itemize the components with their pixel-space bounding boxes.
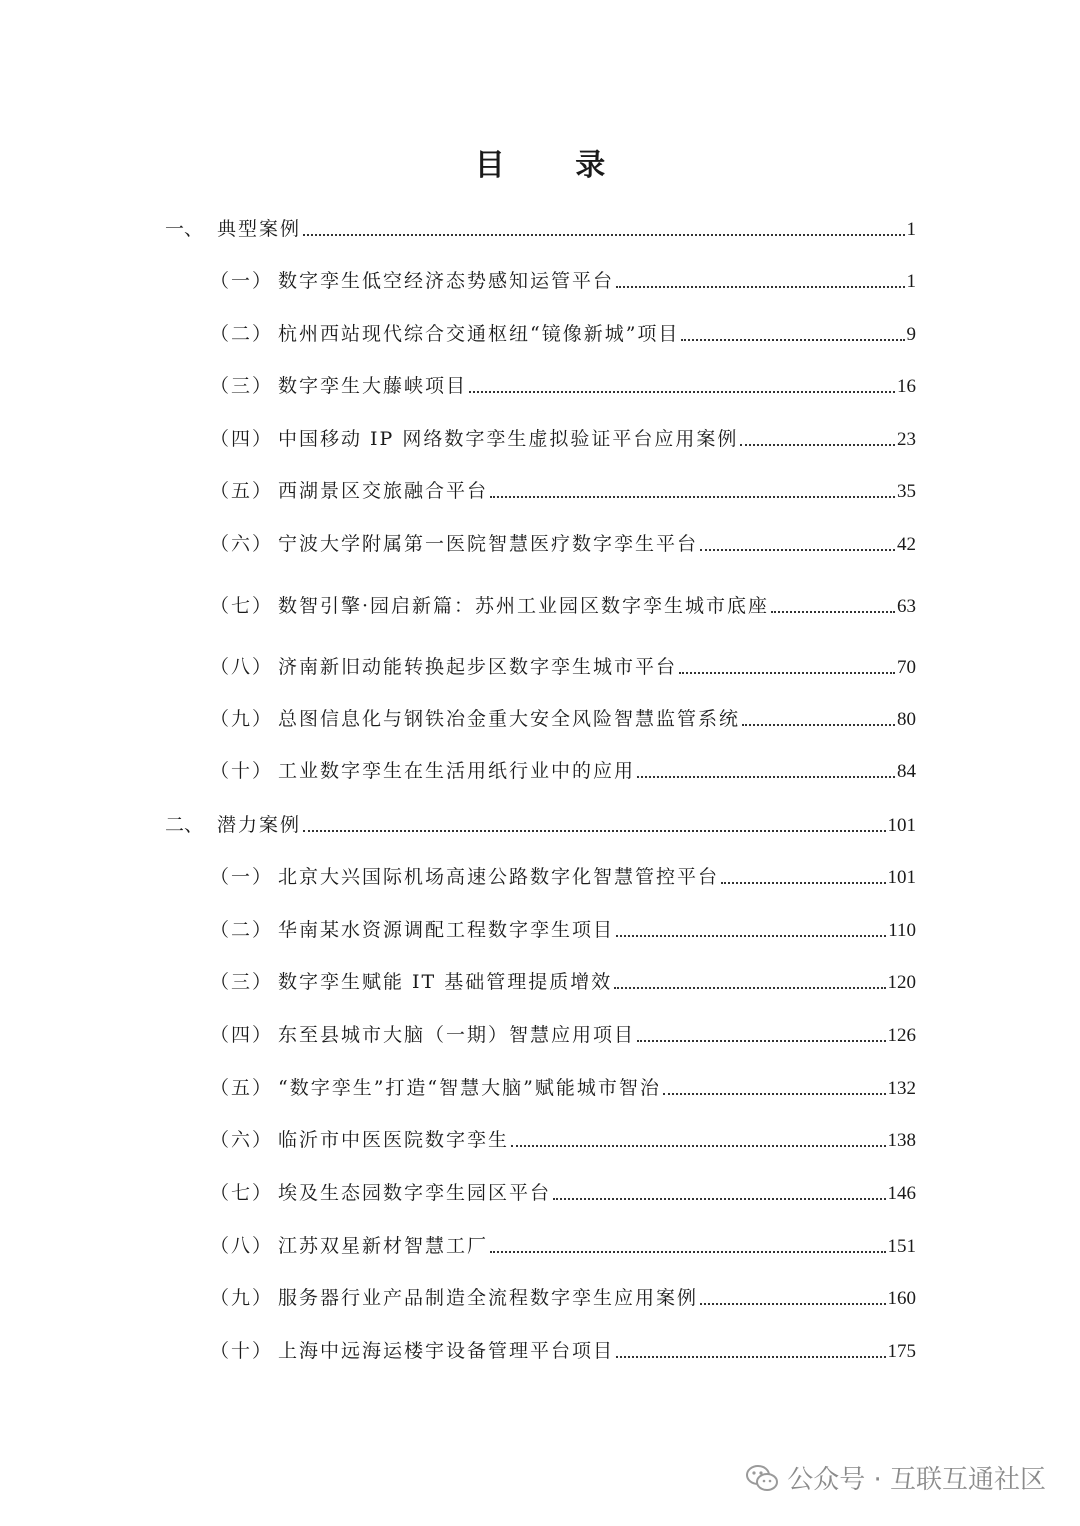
toc-item[interactable] <box>210 757 916 785</box>
dot-leader <box>771 611 895 613</box>
toc-item-page-number: 63 <box>897 596 916 617</box>
toc-item[interactable] <box>210 530 916 558</box>
toc-item[interactable] <box>210 1284 916 1312</box>
dot-leader <box>553 1198 885 1200</box>
toc-item[interactable] <box>210 592 916 620</box>
toc-item[interactable] <box>210 1232 916 1260</box>
toc-section[interactable] <box>165 215 916 243</box>
toc-item-title: 工业数字孪生在生活用纸行业中的应用 <box>278 760 636 782</box>
toc-section-page-number: 101 <box>887 815 916 836</box>
toc-item-number: （九） <box>210 1287 274 1309</box>
toc-item-number: （六） <box>210 1129 274 1151</box>
toc-item[interactable] <box>210 477 916 505</box>
toc-item-page-number: 151 <box>887 1236 916 1257</box>
dot-leader <box>740 444 895 446</box>
toc-item[interactable] <box>210 1179 916 1207</box>
toc-item-page-number: 146 <box>887 1183 916 1204</box>
dot-leader <box>616 1356 885 1358</box>
toc-item-title: 埃及生态园数字孪生园区平台 <box>278 1182 552 1204</box>
toc-item[interactable] <box>210 425 916 453</box>
toc-item-title: 数字孪生大藤峡项目 <box>278 375 468 397</box>
toc-item-page-number: 16 <box>897 376 916 397</box>
toc-item-title: 上海中远海运楼宇设备管理平台项目 <box>278 1340 615 1362</box>
toc-item-number: （十） <box>210 1340 274 1362</box>
toc-item[interactable] <box>210 267 916 295</box>
toc-item-number: （二） <box>210 323 274 345</box>
toc-item-title: 济南新旧动能转换起步区数字孪生城市平台 <box>278 656 678 678</box>
wechat-icon <box>745 1463 779 1493</box>
toc-item-number: （九） <box>210 708 274 730</box>
toc-item-number: （一） <box>210 270 274 292</box>
toc-item-page-number: 138 <box>887 1130 916 1151</box>
toc-section-page-number: 1 <box>906 219 916 240</box>
toc-item[interactable] <box>210 968 916 996</box>
toc-item-number: （一） <box>210 866 274 888</box>
toc-item-page-number: 84 <box>897 761 916 782</box>
dot-leader <box>721 882 885 884</box>
toc-item-page-number: 132 <box>887 1078 916 1099</box>
dot-leader <box>700 1303 885 1305</box>
toc-item-title: 临沂市中医医院数字孪生 <box>278 1129 510 1151</box>
toc-item-title: 江苏双星新材智慧工厂 <box>278 1235 489 1257</box>
toc-item-title: 杭州西站现代综合交通枢纽“镜像新城”项目 <box>278 323 680 345</box>
toc-section-title: 潜力案例 <box>217 814 302 836</box>
toc-item[interactable] <box>210 1126 916 1154</box>
toc-item-title: “数字孪生”打造“智慧大脑”赋能城市智治 <box>278 1077 661 1099</box>
toc-item-number: （六） <box>210 533 274 555</box>
toc-item[interactable] <box>210 320 916 348</box>
toc-item-title: 总图信息化与钢铁冶金重大安全风险智慧监管系统 <box>278 708 741 730</box>
toc-item-page-number: 42 <box>897 534 916 555</box>
toc-item[interactable] <box>210 863 916 891</box>
dot-leader <box>663 1093 886 1095</box>
toc-item-number: （三） <box>210 375 274 397</box>
toc-item-page-number: 120 <box>887 972 916 993</box>
toc-item[interactable] <box>210 372 916 400</box>
toc-item-number: （五） <box>210 480 274 502</box>
dot-leader <box>742 724 895 726</box>
dot-leader <box>614 987 885 989</box>
toc-item[interactable] <box>210 1021 916 1049</box>
toc-item-number: （四） <box>210 428 274 450</box>
page-title: 目 录 <box>474 148 636 183</box>
toc-item-number: （四） <box>210 1024 274 1046</box>
toc-item-page-number: 70 <box>897 657 916 678</box>
toc-item-title: 东至县城市大脑（一期）智慧应用项目 <box>278 1024 636 1046</box>
dot-leader <box>637 1040 885 1042</box>
toc-item-number: （七） <box>210 595 274 617</box>
toc-section-title: 典型案例 <box>217 218 302 240</box>
toc-item-page-number: 23 <box>897 429 916 450</box>
toc-item-page-number: 35 <box>897 481 916 502</box>
toc-item-page-number: 126 <box>887 1025 916 1046</box>
toc-item-title: 数字孪生低空经济态势感知运管平台 <box>278 270 615 292</box>
toc-item[interactable] <box>210 653 916 681</box>
toc-item-title: 数智引擎·园启新篇：苏州工业园区数字孪生城市底座 <box>278 595 770 617</box>
toc-item-number: （三） <box>210 971 274 993</box>
toc-item-title: 宁波大学附属第一医院智慧医疗数字孪生平台 <box>278 533 699 555</box>
toc-section-number: 二、 <box>165 814 204 836</box>
toc-item-page-number: 160 <box>887 1288 916 1309</box>
dot-leader <box>637 776 895 778</box>
toc-item-title: 服务器行业产品制造全流程数字孪生应用案例 <box>278 1287 699 1309</box>
dot-leader <box>616 286 904 288</box>
watermark-text: 公众号 · 互联互通社区 <box>787 1465 1046 1495</box>
toc-item-number: （十） <box>210 760 274 782</box>
toc-item-title: 西湖景区交旅融合平台 <box>278 480 489 502</box>
toc-item-title: 数字孪生赋能 IT 基础管理提质增效 <box>278 971 613 993</box>
toc-item-page-number: 80 <box>897 709 916 730</box>
dot-leader <box>490 496 895 498</box>
toc-item-title: 中国移动 IP 网络数字孪生虚拟验证平台应用案例 <box>278 428 739 450</box>
toc-item-page-number: 101 <box>887 867 916 888</box>
dot-leader <box>469 391 895 393</box>
toc-item-page-number: 1 <box>906 271 916 292</box>
dot-leader <box>700 549 895 551</box>
dot-leader <box>681 339 904 341</box>
toc-item-page-number: 9 <box>906 324 916 345</box>
toc-item[interactable] <box>210 1074 916 1102</box>
dot-leader <box>303 830 885 832</box>
toc-item-title: 华南某水资源调配工程数字孪生项目 <box>278 919 615 941</box>
dot-leader <box>303 234 904 236</box>
dot-leader <box>616 935 886 937</box>
toc-item-page-number: 110 <box>888 920 916 941</box>
toc-section[interactable] <box>165 811 916 839</box>
toc-item-number: （七） <box>210 1182 274 1204</box>
toc-item[interactable] <box>210 916 916 944</box>
toc-item[interactable] <box>210 1337 916 1365</box>
toc-item-number: （二） <box>210 919 274 941</box>
toc-item[interactable] <box>210 705 916 733</box>
watermark <box>745 1459 1046 1496</box>
dot-leader <box>679 672 895 674</box>
toc-item-title: 北京大兴国际机场高速公路数字化智慧管控平台 <box>278 866 720 888</box>
toc-item-number: （八） <box>210 656 274 678</box>
toc-item-page-number: 175 <box>887 1341 916 1362</box>
toc-item-number: （五） <box>210 1077 274 1099</box>
toc-item-number: （八） <box>210 1235 274 1257</box>
toc-section-number: 一、 <box>165 218 204 240</box>
dot-leader <box>490 1251 885 1253</box>
dot-leader <box>511 1145 885 1147</box>
